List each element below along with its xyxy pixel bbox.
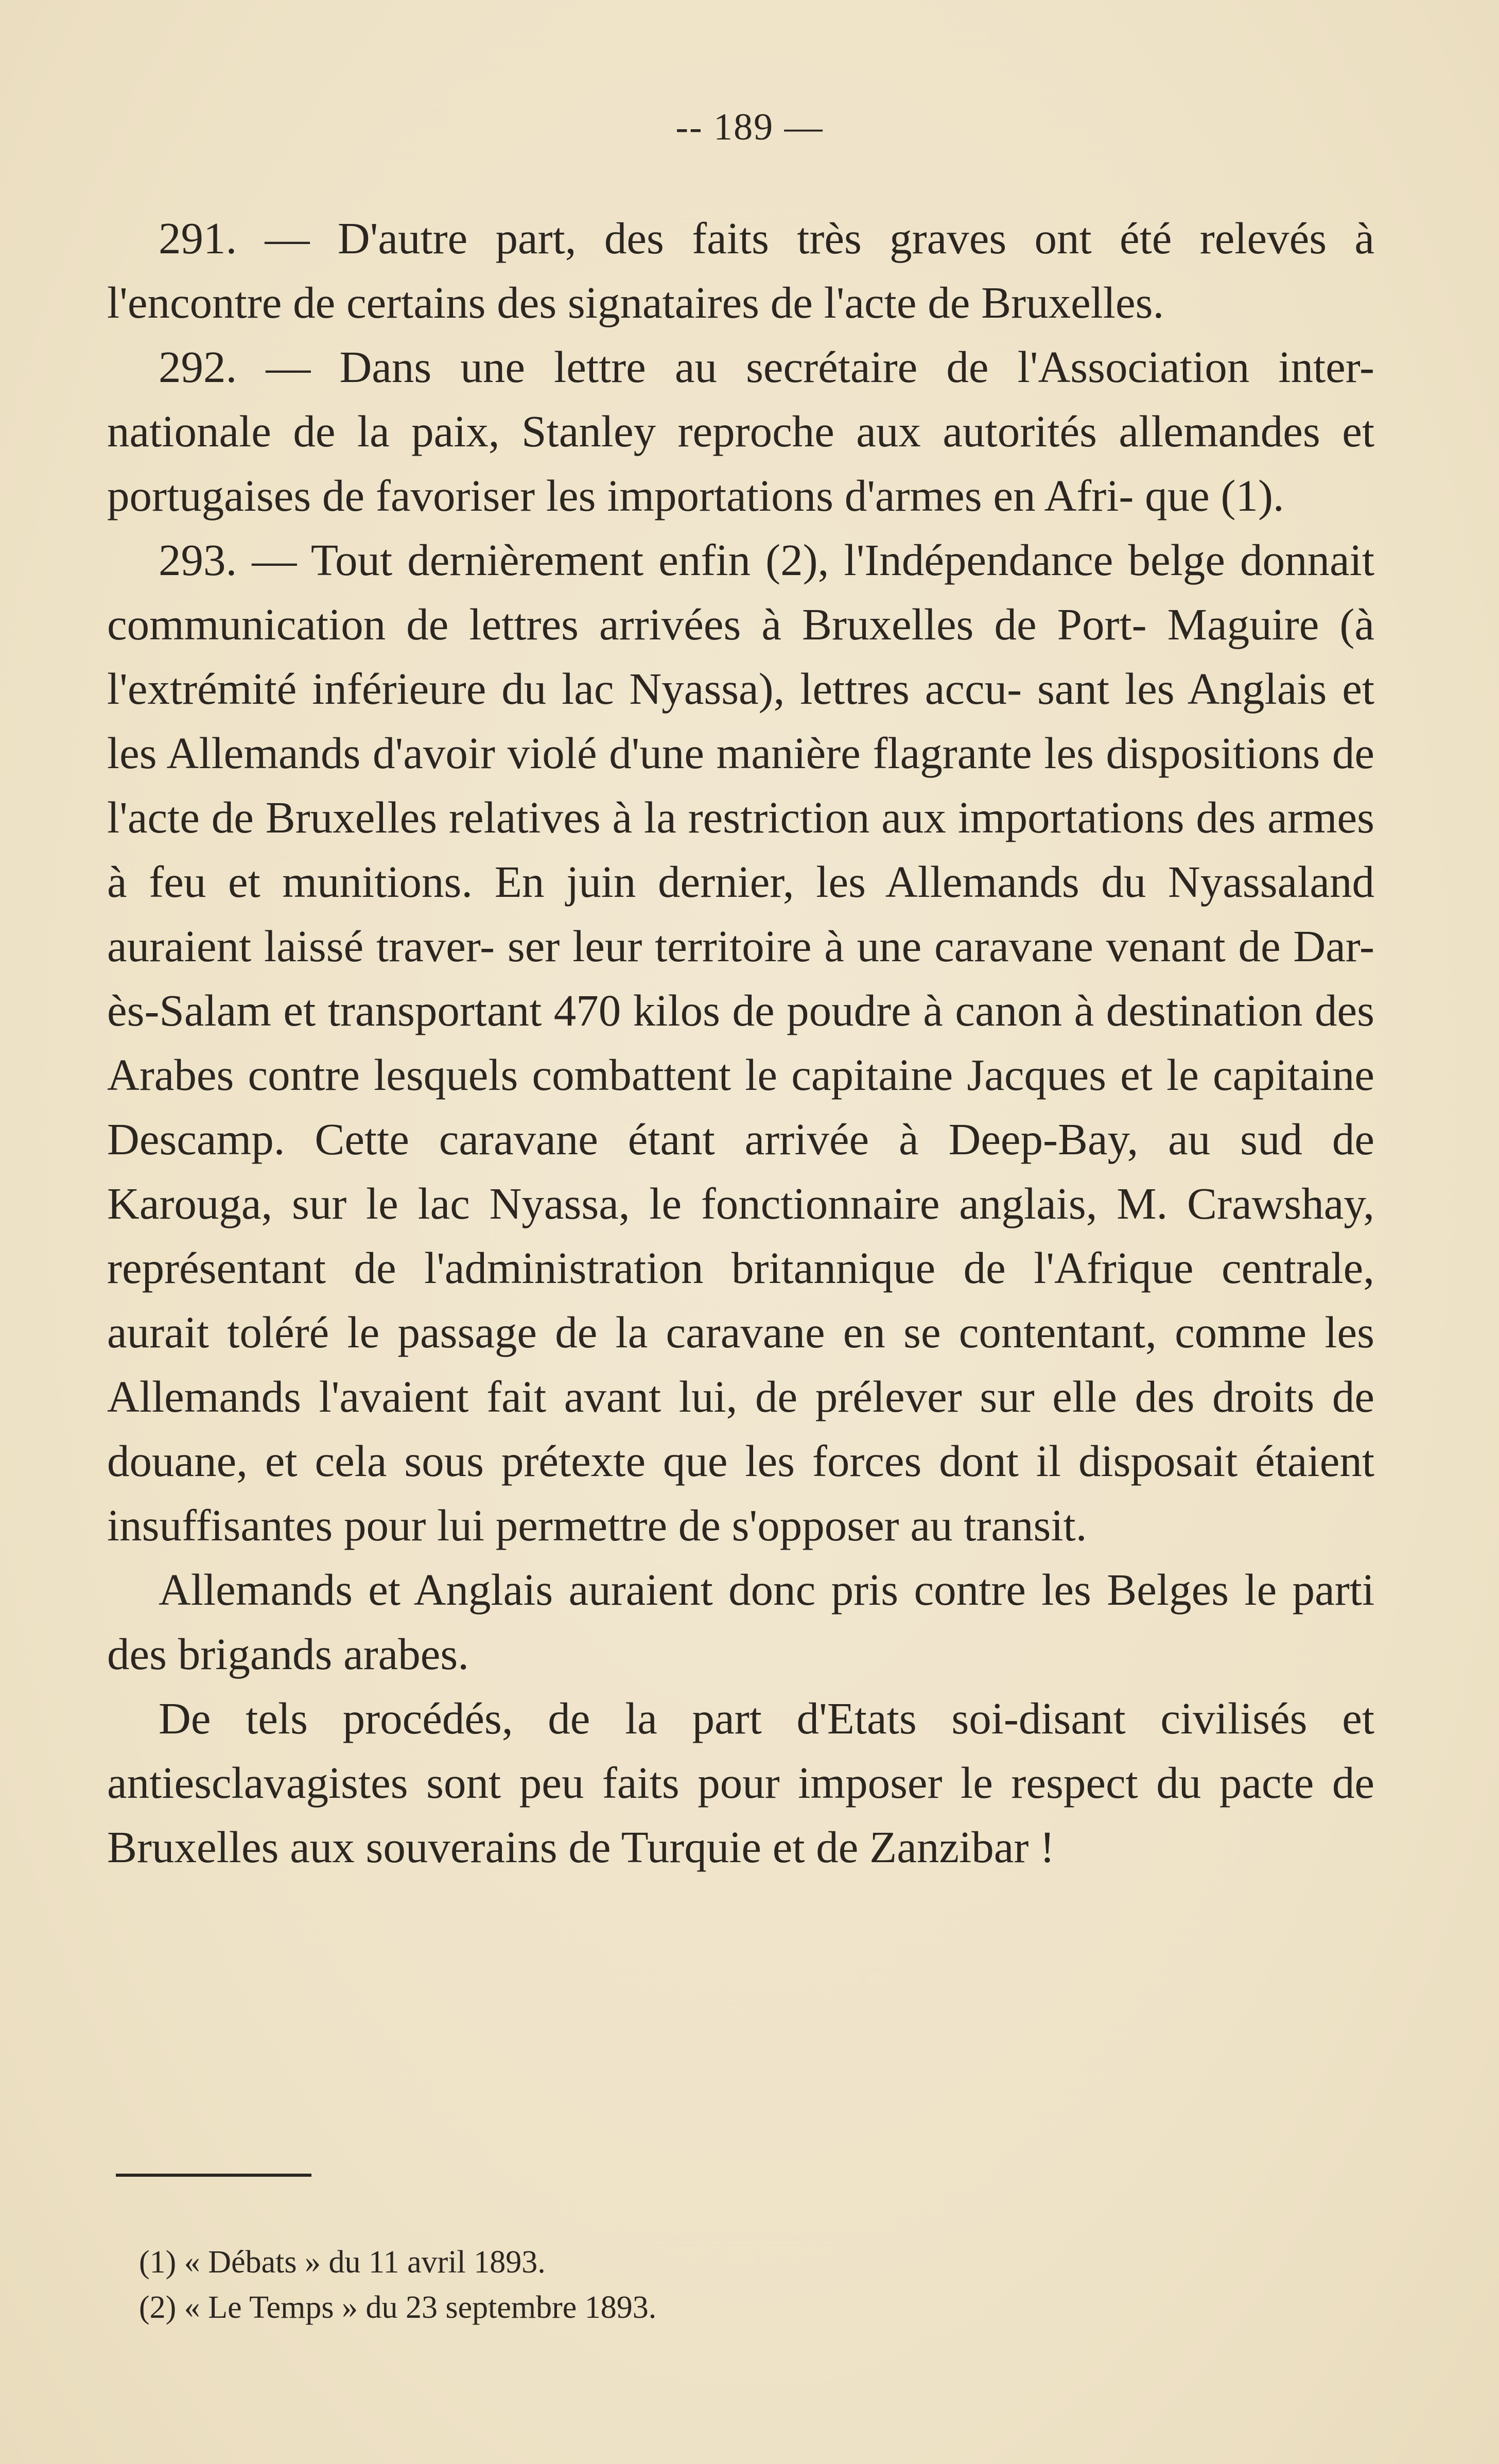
text-line: antiesclavagistes sont peu faits pour imposer le respect du pacte <box>107 1758 1314 1808</box>
text-line: au sud de Karouga, sur le lac Nyassa, le fonctionnaire anglais, <box>107 1114 1374 1228</box>
text-line: que (1). <box>1145 471 1284 520</box>
text-line: M. Crawshay, représentant de l'administration britannique <box>107 1178 1375 1293</box>
text-line: l'encontre de certains des signataires de l'acte de Bruxelles. <box>107 277 1164 327</box>
text-line: parti des brigands arabes. <box>107 1565 1375 1679</box>
text-line: Arabes contre lesquels combattent le capitaine Jacques et le <box>107 1050 1199 1100</box>
text-line: transportant 470 kilos de poudre à canon à destination des <box>327 985 1374 1035</box>
text-line: lui, de prélever sur elle des droits de douane, et cela sous <box>107 1372 1374 1486</box>
text-line: pour lui permettre de s'opposer au transit. <box>343 1500 1087 1550</box>
text-line: nationale de la paix, Stanley reproche aux autorités allemandes <box>107 406 1320 456</box>
footnote-2: (2) « Le Temps » du 23 septembre 1893. <box>139 2290 657 2325</box>
text-line: capitaine Descamp. Cette caravane étant arrivée à Deep-Bay, <box>107 1050 1374 1164</box>
text-line: de l'Afrique centrale, aurait toléré le passage de la caravane <box>107 1243 1374 1357</box>
text-line: 292. — Dans une lettre au secrétaire de l'Association inter- <box>159 342 1374 392</box>
text-line: flagrante les dispositions de l'acte de Bruxelles relatives à la <box>107 728 1374 842</box>
paragraph-291 <box>107 206 1374 335</box>
footnote-divider <box>116 2174 311 2177</box>
text-line: Allemands et Anglais auraient donc pris contre les Belges le <box>159 1565 1277 1615</box>
paragraph-292 <box>107 335 1374 528</box>
text-line: 293. — Tout dernièrement enfin (2), l'Indépendance belge <box>159 535 1225 585</box>
text-line: restriction aux importations des armes à feu et munitions. En <box>107 792 1374 907</box>
text-line: De tels procédés, de la part d'Etats soi-disant civilisés et <box>159 1693 1374 1743</box>
paragraph-conclusion <box>107 1686 1374 1879</box>
paragraph-293 <box>107 528 1374 1557</box>
footnotes <box>139 2240 1323 2330</box>
page-number: -- 189 — <box>675 106 824 148</box>
footnote-1: (1) « Débats » du 11 avril 1893. <box>139 2245 546 2280</box>
text-line: sant les Anglais et les Allemands d'avoir violé d'une manière <box>107 664 1375 778</box>
text-line: en se contentant, comme les Allemands l'avaient fait avant <box>107 1307 1374 1421</box>
text-line: donnait communication de lettres arrivées à Bruxelles de Port- <box>107 535 1374 649</box>
text-line: ser leur territoire à une caravane venant de Dar-ès-Salam et <box>107 921 1375 1035</box>
body-text <box>107 206 1374 1879</box>
paragraph-allemands <box>107 1557 1374 1686</box>
text-line: Maguire (à l'extrémité inférieure du lac Nyassa), lettres accu- <box>107 599 1374 714</box>
text-line: et portugaises de favoriser les importations d'armes en Afri- <box>107 406 1375 520</box>
text-line: juin dernier, les Allemands du Nyassaland auraient laissé traver- <box>107 857 1374 971</box>
text-line: de Bruxelles aux souverains de Turquie et de Zanzibar ! <box>107 1758 1375 1872</box>
text-line: prétexte que les forces dont il disposait étaient insuffisantes <box>107 1436 1375 1550</box>
text-line: 291. — D'autre part, des faits très graves ont été relevés à <box>159 213 1374 263</box>
